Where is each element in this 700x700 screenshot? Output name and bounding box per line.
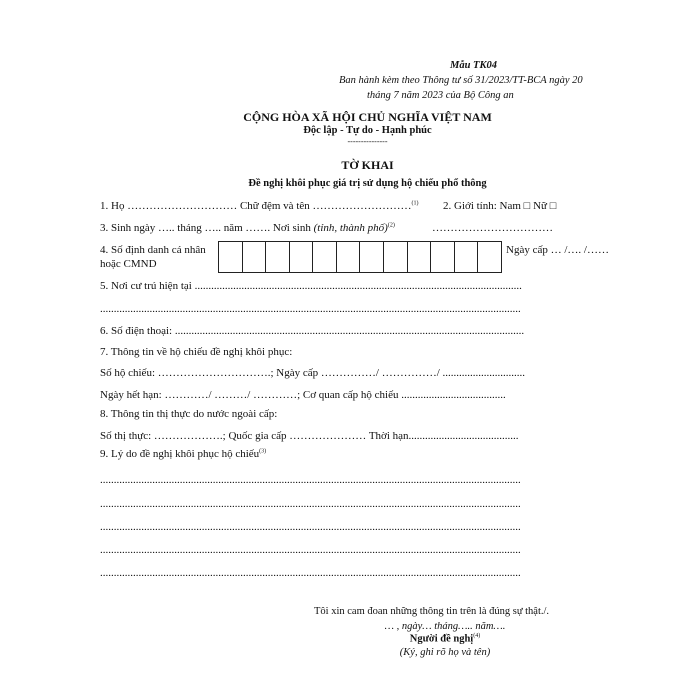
reason-line[interactable]: .........................................................................................................................................................: [100, 498, 521, 510]
signer-heading: [300, 633, 590, 645]
id-digit-box[interactable]: [266, 242, 290, 272]
field-7-heading: 7. Thông tin về hộ chiếu đề nghị khôi phục:: [100, 346, 293, 358]
form-code: Mẫu TK04: [450, 60, 497, 71]
footnote-2: (2): [387, 222, 395, 229]
field-1-label: 1. Họ ………………………… Chữ đệm và tên ………………………: [100, 200, 412, 212]
reason-line[interactable]: .........................................................................................................................................................: [100, 544, 521, 556]
signer-label: Người đề nghị: [409, 633, 474, 645]
field-2-gender[interactable]: 2. Giới tính: Nam □ Nữ □: [443, 200, 557, 212]
field-4-issue-date[interactable]: Ngày cấp … /…. /……: [506, 244, 609, 256]
id-digit-box[interactable]: [337, 242, 361, 272]
issued-by-line-2: tháng 7 năm 2023 của Bộ Công an: [367, 90, 514, 101]
issued-by-line-1: Ban hành kèm theo Thông tư số 31/2023/TT-BCA ngày 20: [339, 75, 583, 86]
form-subtitle: Đề nghị khôi phục giá trị sử dụng hộ chiếu phổ thông: [248, 178, 487, 189]
pledge-text: Tôi xin cam đoan những thông tin trên là đúng sự thật./.: [314, 606, 550, 617]
id-digit-box[interactable]: [408, 242, 432, 272]
field-8-visa[interactable]: Số thị thực: ……………….; Quốc gia cấp ………………… Thời hạn........................................: [100, 430, 519, 442]
date-line[interactable]: … , ngày… tháng….. năm….: [384, 621, 506, 632]
field-3-hint: (tỉnh, thành phố): [313, 222, 388, 234]
id-digit-box[interactable]: [243, 242, 267, 272]
field-4-label-1: 4. Số định danh cá nhân: [100, 244, 206, 256]
id-digit-box[interactable]: [219, 242, 243, 272]
nation-heading: CỘNG HÒA XÃ HỘI CHỦ NGHĨA VIỆT NAM: [243, 110, 492, 124]
footnote-3: (3): [259, 448, 267, 455]
id-digit-box[interactable]: [290, 242, 314, 272]
motto: Độc lập - Tự do - Hạnh phúc: [303, 125, 432, 136]
field-3-birth[interactable]: [100, 222, 395, 234]
signer-note: (Ký, ghi rõ họ và tên): [399, 647, 491, 658]
reason-line[interactable]: .........................................................................................................................................................: [100, 567, 521, 579]
id-digit-box[interactable]: [431, 242, 455, 272]
field-7-expiry[interactable]: Ngày hết hạn: …………/ ………/ …………; Cơ quan cấp hộ chiếu ......................................: [100, 389, 506, 401]
field-5-residence-cont[interactable]: .........................................................................................................................................................: [100, 303, 521, 315]
id-digit-box[interactable]: [360, 242, 384, 272]
field-7-passport-number[interactable]: Số hộ chiếu: ………………………….; Ngày cấp ……………/ ……………/ ..............................: [100, 367, 526, 379]
id-digit-box[interactable]: [313, 242, 337, 272]
field-8-heading: 8. Thông tin thị thực do nước ngoài cấp:: [100, 408, 278, 420]
id-digit-box[interactable]: [455, 242, 479, 272]
id-number-boxes[interactable]: [218, 241, 502, 273]
field-1-name[interactable]: [100, 200, 419, 212]
field-9-heading: [100, 448, 266, 460]
id-digit-box[interactable]: [384, 242, 408, 272]
field-3-birthplace-dots[interactable]: ……………………………: [432, 222, 553, 234]
form-title: TỜ KHAI: [341, 158, 394, 172]
motto-rule: ---------------: [347, 137, 388, 146]
field-3-label: 3. Sinh ngày ….. tháng ….. năm ……. Nơi sinh: [100, 222, 311, 234]
reason-line[interactable]: .........................................................................................................................................................: [100, 474, 521, 486]
field-4-label-2: hoặc CMND: [100, 258, 157, 270]
footnote-1: (1): [411, 200, 419, 207]
footnote-4: (4): [473, 633, 481, 639]
field-6-phone[interactable]: 6. Số điện thoại: ...............................................................................................................................: [100, 325, 525, 337]
field-9-label: 9. Lý do đề nghị khôi phục hộ chiếu: [100, 448, 260, 460]
field-5-residence[interactable]: 5. Nơi cư trú hiện tại .......................................................................................................................: [100, 280, 522, 292]
id-digit-box[interactable]: [478, 242, 501, 272]
reason-line[interactable]: .........................................................................................................................................................: [100, 521, 521, 533]
